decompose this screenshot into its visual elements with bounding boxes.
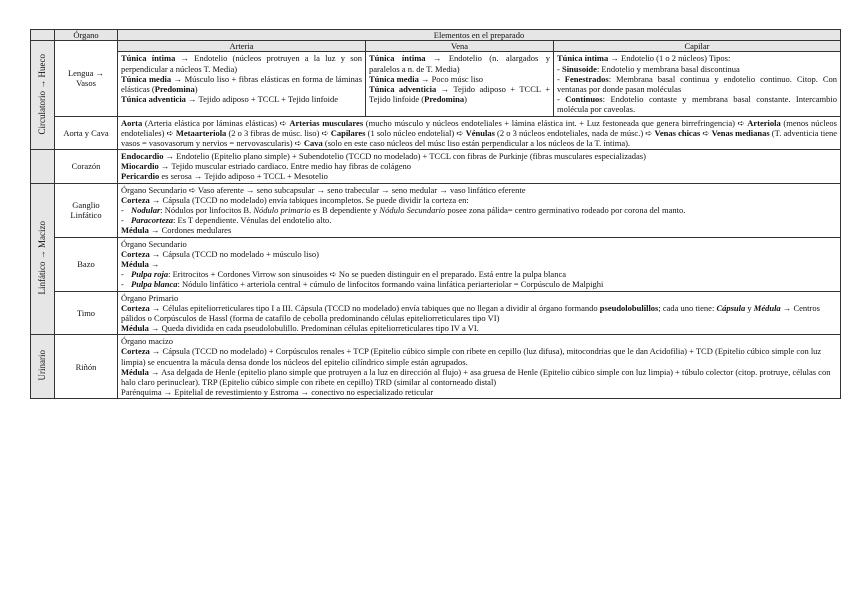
organ-bazo: Bazo bbox=[55, 237, 118, 291]
system-circulatorio-cont bbox=[31, 150, 55, 184]
bazo-cell: Órgano Secundario Corteza → Cápsula (TCCD no modelado + músculo liso) Médula → - Pulpa roja: Eritrocitos + Cordones Virrow son sinusoides ➪ No se pueden distinguir en el preparado. Está entre la pulpa blanca - Pulpa blanca: Nódulo linfático + arteriola central + cúmulo de linfocitos formando vaina linfática periarteriolar = Corpúsculo de Malpighi bbox=[118, 237, 841, 291]
lengua-capilar-cell: Túnica íntima → Endotelio (1 o 2 núcleos) Tipos: - Sinusoide: Endotelio y membrana basal discontinua - Fenestrados: Membrana basal continua y endotelio continuo. Citop. Con ventanas por donde pasan moléculas - Continuos: Endotelio contaste y membrana basal constante. Intercambio molécula por caveolas. bbox=[554, 52, 841, 116]
timo-cell: Órgano Primario Corteza → Células epiteliorreticulares tipo I a III. Cápsula (TCCD no modelado) envía tabiques que no llegan a dividir al órgano formando pseudolobulillos; cada uno tiene: Cápsula y Médula → Centros pálidos o Corpúsculos de Hassl (forma de catafilo de cebolla predominando células epiteliorreticulares tipo VI) Médula → Queda dividida en cada pseudolobulillo. Predominan células epiteliorreticulares tipo IV a VI. bbox=[118, 291, 841, 335]
ganglio-cell: Órgano Secundario ➪ Vaso aferente → seno subcapsular → seno trabecular → seno medular → vaso linfático eferente Corteza → Cápsula (TCCD no modelado) envía tabiques incompletos. Se puede dividir la corteza en: - Nodular: Nódulos por linfocitos B. Nódulo primario es B dependiente y Nódulo Secundario posee zona pálida= centro germinativo rodeado por corona del manto. - Paracorteza: Es T dependiente. Vénulas del endotelio alto. Médula → Cordones medulares bbox=[118, 183, 841, 237]
organ-corazon: Corazón bbox=[55, 150, 118, 184]
organ-lengua: Lengua → Vasos bbox=[55, 41, 118, 116]
row-timo bbox=[31, 291, 841, 335]
header-organo: Órgano bbox=[55, 30, 118, 41]
row-ganglio bbox=[31, 183, 841, 237]
corner-cell bbox=[31, 30, 55, 41]
system-linfatico: Linfático → Macizo bbox=[31, 183, 55, 335]
row-bazo bbox=[31, 237, 841, 291]
histology-table bbox=[30, 29, 841, 399]
aorta-cell: Aorta (Arteria elástica por láminas elásticas) ➪ Arterias musculares (mucho músculo y núcleos endoteliales + lámina elástica int. + Luz festoneada que genera birrefringencia) ➪ Arteriola (menos núcleos endoteliales) ➪ Metaarteriola (2 o 3 fibras de músc. liso) ➪ Capilares (1 solo núcleo endotelial) ➪ Vénulas (2 o 3 núcleos endoteliales, nada de músc.) ➪ Venas chicas ➪ Venas medianas (T. adventicia tiene vasos = vasovasorum y nervios = nervovascularis) ➪ Cava (solo en este caso núcleos del músc liso están perpendicular a los núcleos de la T. íntima). bbox=[118, 116, 841, 150]
row-corazon bbox=[31, 150, 841, 184]
organ-ganglio: Ganglio Linfático bbox=[55, 183, 118, 237]
organ-rinon: Riñón bbox=[55, 335, 118, 399]
row-lengua bbox=[31, 41, 841, 52]
lengua-arteria-cell: Túnica íntima → Endotelio (núcleos protruyen a la luz y son perpendicular a núcleos T. Media) Túnica media → Músculo liso + fibras elásticas en forma de láminas elásticas (Predomina) Túnica adventicia → Tejido adiposo + TCCL + Tejido linfoide bbox=[118, 52, 366, 116]
system-urinario: Urinario bbox=[31, 335, 55, 399]
header-row-1 bbox=[31, 30, 841, 41]
row-aorta bbox=[31, 116, 841, 150]
rinon-cell: Órgano macizo Corteza → Cápsula (TCCD no modelado) + Corpúsculos renales + TCP (Epitelio cúbico simple con ribete en cepillo (luz difusa), mitocondrias que le dan Acidofilia) + TCD (Epitelio cúbico simple con luz limpia) se encuentra la mácula densa donde los núcleos del epitelio cilíndrico simple están agrupados. Médula → Asa delgada de Henle (epitelio plano simple que protruyen a la luz en dirección al flujo) + asa gruesa de Henle (Epitelio cúbico simple con luz limpia) + túbulo colector (citop. protruye, células con halo claro perinuclear). TRP (Epitelio cúbico simple con ribete en cepillo) TRD (similar al contorneado distal) Parénquima → Epitelial de revestimiento y Estroma → conectivo no especializado reticular bbox=[118, 335, 841, 399]
organ-aorta: Aorta y Cava bbox=[55, 116, 118, 150]
row-rinon bbox=[31, 335, 841, 399]
header-capilar: Capilar bbox=[554, 41, 841, 52]
corazon-cell: Endocardio → Endotelio (Epitelio plano simple) + Subendotelio (TCCD no modelado) + TCCL con fibras de Purkinje (fibras musculares especializadas) Miocardio → Tejido muscular estriado cardiaco. Entre medio hay fibras de colágeno Pericardio es serosa → Tejido adiposo + TCCL + Mesotelio bbox=[118, 150, 841, 184]
system-circulatorio: Circulatorio → Hueco bbox=[31, 41, 55, 150]
row-lengua-content bbox=[31, 52, 841, 116]
header-vena: Vena bbox=[366, 41, 554, 52]
header-arteria: Arteria bbox=[118, 41, 366, 52]
lengua-vena-cell: Túnica íntima → Endotelio (n. alargados y paralelos a n. de T. Media) Túnica media → Poco músc liso Túnica adventicia → Tejido adiposo + TCCL + Tejido linfoide (Predomina) bbox=[366, 52, 554, 116]
organ-timo: Timo bbox=[55, 291, 118, 335]
header-elementos: Elementos en el preparado bbox=[118, 30, 841, 41]
